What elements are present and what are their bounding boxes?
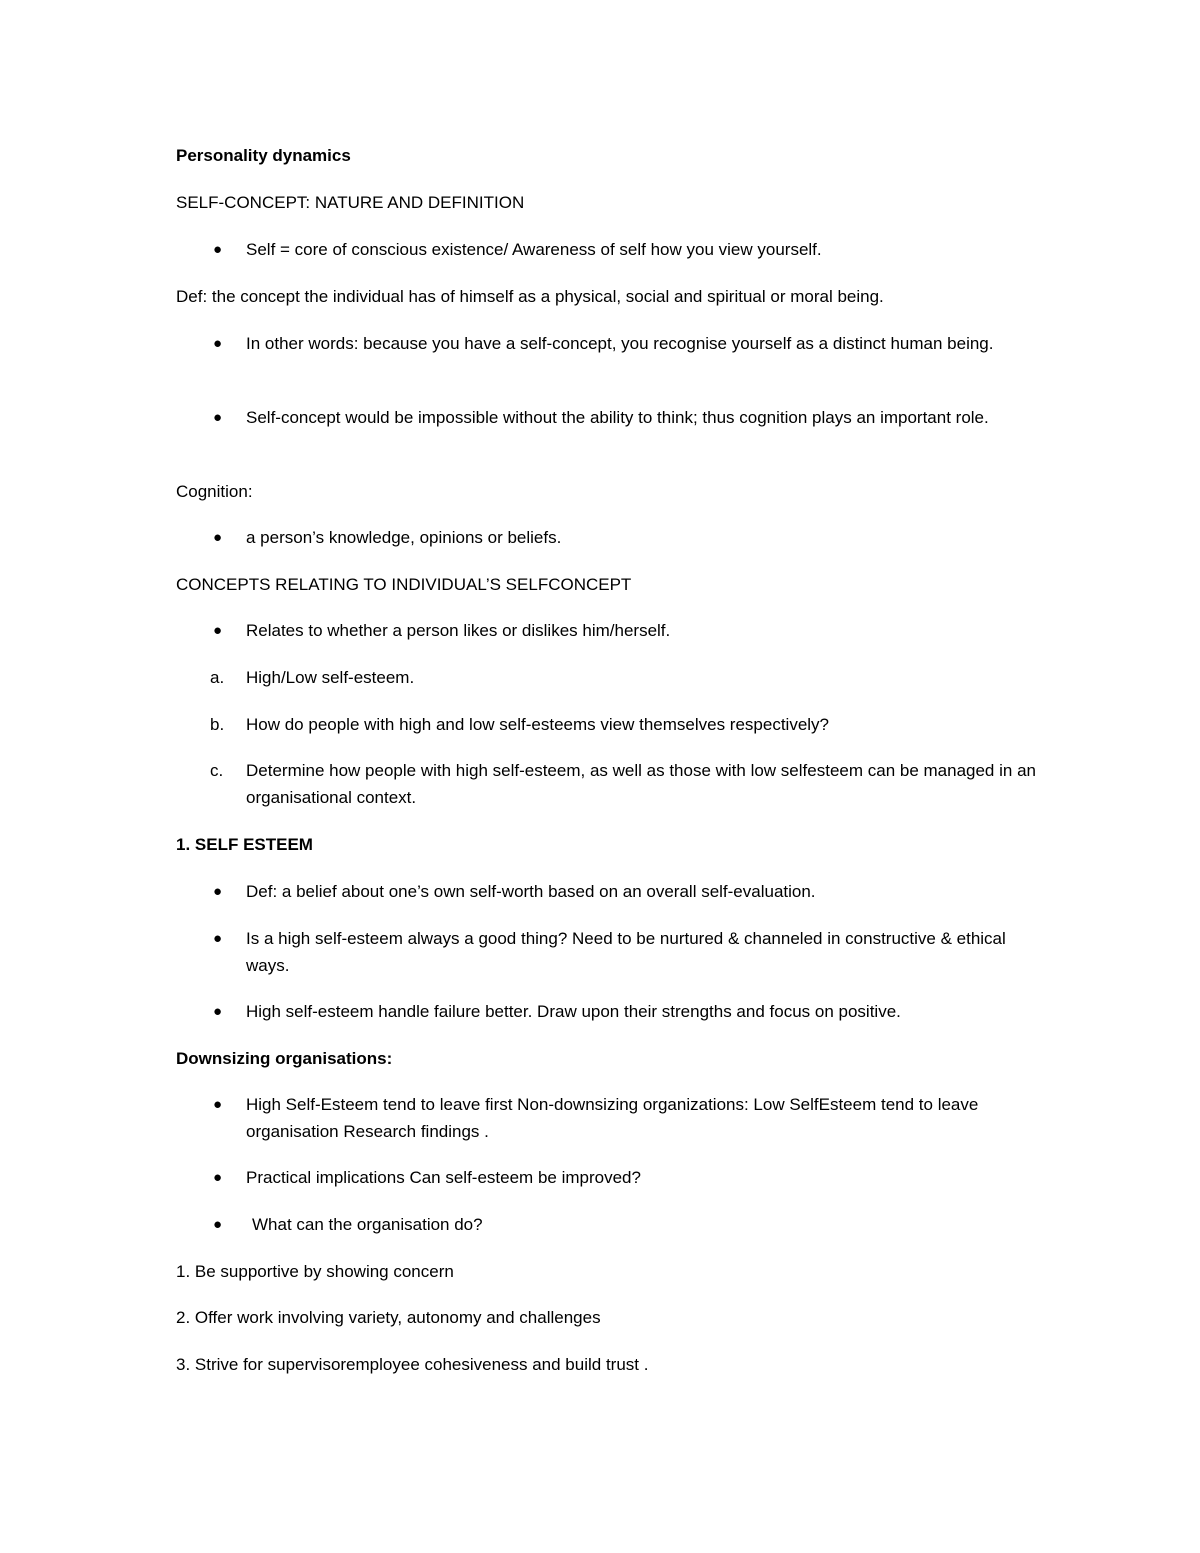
bullet-icon: ● xyxy=(213,1169,223,1186)
bullet-icon: ● xyxy=(213,930,223,947)
document-title: Personality dynamics xyxy=(176,146,351,165)
section-heading-self-concept: SELF-CONCEPT: NATURE AND DEFINITION xyxy=(176,193,525,212)
bullet-icon: ● xyxy=(213,1096,223,1113)
numbered-item: 3. Strive for supervisoremployee cohesiveness and build trust . xyxy=(176,1355,649,1374)
cognition-label: Cognition: xyxy=(176,482,253,501)
bullet-icon: ● xyxy=(213,1003,223,1020)
list-marker: c. xyxy=(210,761,224,780)
list-item: High/Low self-esteem. xyxy=(246,668,415,687)
list-item: Self-concept would be impossible without the ability to think; thus cognition plays an important role. xyxy=(246,408,989,427)
bullet-icon: ● xyxy=(213,883,223,900)
list-item: Determine how people with high self-esteem, as well as those with low selfesteem can be managed in an organisational context. xyxy=(246,761,1036,807)
list-marker: a. xyxy=(210,668,225,687)
list-marker: b. xyxy=(210,715,225,734)
numbered-item: 1. Be supportive by showing concern xyxy=(176,1262,454,1281)
section-heading-concepts: CONCEPTS RELATING TO INDIVIDUAL’S SELFCONCEPT xyxy=(176,575,632,594)
bullet-icon: ● xyxy=(213,409,223,426)
list-item: What can the organisation do? xyxy=(252,1215,483,1234)
bullet-icon: ● xyxy=(213,529,223,546)
list-item: a person’s knowledge, opinions or beliefs. xyxy=(246,528,562,547)
list-item: Practical implications Can self-esteem be improved? xyxy=(246,1168,641,1187)
list-item: Self = core of conscious existence/ Awareness of self how you view yourself. xyxy=(246,240,822,259)
bullet-icon: ● xyxy=(213,622,223,639)
definition-text: Def: the concept the individual has of himself as a physical, social and spiritual or moral being. xyxy=(176,287,884,306)
list-item: High Self-Esteem tend to leave first Non-downsizing organizations: Low SelfEsteem tend to leave organisation Research findings . xyxy=(246,1095,979,1141)
bullet-icon: ● xyxy=(213,241,223,258)
list-item: High self-esteem handle failure better. Draw upon their strengths and focus on positive. xyxy=(246,1002,901,1021)
list-item: How do people with high and low self-esteems view themselves respectively? xyxy=(246,715,830,734)
list-item: Def: a belief about one’s own self-worth based on an overall self-evaluation. xyxy=(246,882,816,901)
bullet-icon: ● xyxy=(213,1216,223,1233)
numbered-item: 2. Offer work involving variety, autonomy and challenges xyxy=(176,1308,601,1327)
bullet-icon: ● xyxy=(213,335,223,352)
list-item: In other words: because you have a self-concept, you recognise yourself as a distinct human being. xyxy=(246,334,994,353)
section-heading-self-esteem: 1. SELF ESTEEM xyxy=(176,835,313,854)
section-heading-downsizing: Downsizing organisations: xyxy=(176,1049,393,1068)
list-item: Is a high self-esteem always a good thing? Need to be nurtured & channeled in constructive & ethical ways. xyxy=(246,929,1006,975)
list-item: Relates to whether a person likes or dislikes him/herself. xyxy=(246,621,671,640)
